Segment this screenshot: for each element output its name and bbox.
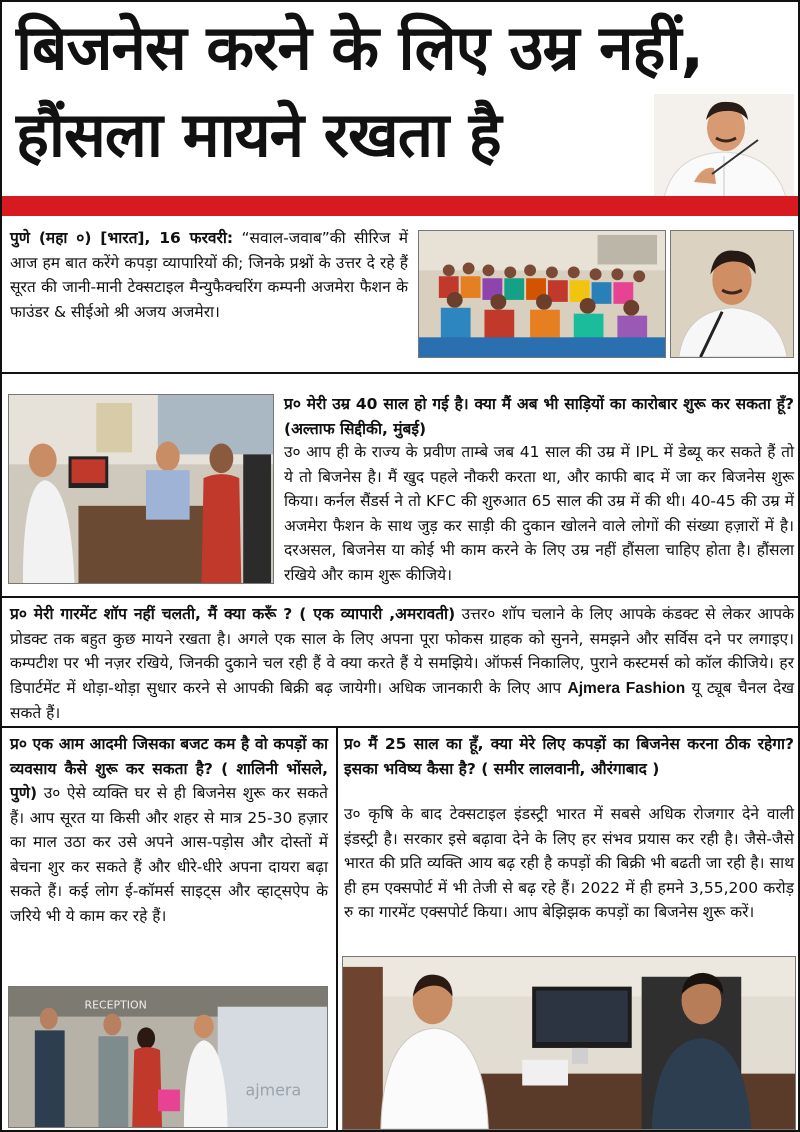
- portrait-photo: [654, 94, 794, 198]
- qa2-answer-a: उत्तर० शॉप चलाने के लिए आपके कंडक्ट से लेकर आपके प्रोडक्ट तक बहुत कुछ मायने रखता है। अगले एक साल के लिए अपना पूरा फोकस ग्राहक को सुनने, समझने और सर्विस दने पर लगाइए। कम्पटीश पर भी नज़र रखिये, जिनकी दुकाने चल रही हैं वे क्या करते हैं ये समझिये। ऑफर्स निकालिए, पुराने कस्टमर्स को कॉल कीजिये। हर डिपार्टमेंट में थोड़ा-थोड़ा सुधार करने से आपकी बिक्री बढ़ जायेगी। अधिक जानकारी के लिए आप: [10, 605, 794, 697]
- qa4-answer: [344, 802, 794, 925]
- intro-body: “सवाल-जवाब”की सीरिज में आज हम बात करेंगे कपड़ा व्यापारियों की; जिनके प्रश्नों के उत्तर दे रहे हैं सूरत की जानी-मानी टेक्सटाइल मैन्युफैक्चरिंग कम्पनी अजमेरा फैशन के फाउंडर & सीईओ श्री अजय अजमेरा।: [10, 229, 409, 321]
- red-banner-bar: [2, 196, 800, 216]
- qa4-question: प्र० मैं 25 साल का हूँ, क्या मेरे लिए कपड़ों का बिजनेस करना ठीक रहेगा? इसका भविष्य कैसा है? ( समीर लालवानी, औरंगाबाद ): [344, 735, 794, 778]
- seminar-audience-photo: [418, 230, 666, 358]
- qa3-answer: उ० ऐसे व्यक्ति घर से ही बिजनेस शुरू कर सकते हैं। आप सूरत या किसी और शहर से मात्र 25-30 हज़ार का माल उठा कर उसे अपने आस-पड़ोस और दोस्तों में बेचना शुर कर सकते हैं और धीरे-धीरे अपना दायरा बढ़ा सकते हैं। कई लोग ई-कॉमर्स साइट्स और व्हाट्सऐप के जरिये भी ये काम कर रहे हैं।: [10, 784, 328, 925]
- qa1-answer-text: उ० आप ही के राज्य के प्रवीण ताम्बे जब 41 साल की उम्र में IPL में डेब्यू कर सकते हैं तो ये तो बिजनेस है। मैं खुद पहले नौकरी करता था, और काफी बाद में जा कर बिजनेस शुरू किया। कर्नल सैंडर्स ने तो KFC की शुरुआत 65 साल की उम्र में की थी। 40-45 की उम्र में अजमेरा फैशन के साथ जुड़ कर साड़ी की दुकान खोलने वाले लोगों की संख्या हज़ारों में है। दरअसल, बिजनेस या कोई भी काम करने के लिए उम्र नहीं हौंसला चाहिए होता है। हौंसला रखिये और काम शुरू कीजिये।: [284, 443, 794, 584]
- qa1-answer: [284, 440, 794, 587]
- store-visit-photo: [8, 986, 328, 1128]
- qa1-block: [284, 392, 794, 441]
- reception-sign: RECEPTION: [84, 998, 147, 1012]
- qa3-question: प्र० एक आम आदमी जिसका बजट कम है वो कपड़ों का व्यवसाय कैसे शुरू कर सकता है? ( शालिनी भोंसले, पुणे): [10, 735, 328, 802]
- divider: [2, 726, 800, 728]
- qa4-block: [344, 732, 794, 781]
- speaker-mic-photo: [670, 230, 794, 358]
- qa1-question: प्र० मेरी उम्र 40 साल हो गई है। क्या मैं अब भी साड़ियों का कारोबार शुरू कर सकता हूँ? (अल्ताफ सिद्दीकी, मुंबई): [284, 395, 794, 438]
- headline-line-1: बिजनेस करने के लिए उम्र नहीं,: [16, 11, 704, 84]
- qa2-question: प्र० मेरी गारमेंट शॉप नहीं चलती, मैं क्या करूँ ? ( एक व्यापारी ,अमरावती): [10, 605, 456, 623]
- divider: [2, 596, 800, 598]
- qa4-answer-text: उ० कृषि के बाद टेक्सटाइल इंडस्ट्री भारत में सबसे अधिक रोजगार देने वाली इंडस्ट्री है। सरकार इसे बढ़ावा देने के लिए हर संभव प्रयास कर रही है। जैसे-जैसे भारत की प्रति व्यक्ति आय बढ़ रही है कपड़ों की बिक्री भी बढती जा रही है। साथ ही हम एक्सपोर्ट में भी तेजी से बढ़ रहे हैं। 2022 में ही हमने 3,55,200 करोड़ रु का गारमेंट एक्सपोर्ट किया। आप बेझिझक कपड़ों का बिजनेस शुरू करें।: [344, 805, 794, 921]
- qa2-answer-b: यू ट्यूब चैनल देख सकते हैं।: [10, 678, 794, 722]
- desk-discussion-photo: [342, 956, 796, 1130]
- qa2-block: [10, 602, 794, 726]
- glass-logo: ajmera: [245, 1080, 302, 1100]
- divider: [2, 372, 800, 374]
- brand-name: Ajmera Fashion: [567, 679, 686, 697]
- qa3-block: [10, 732, 328, 928]
- intro-paragraph: [10, 226, 408, 324]
- dateline: पुणे (महा ०) [भारत], 16 फरवरी:: [10, 229, 234, 247]
- office-meeting-photo: [8, 394, 274, 584]
- headline-line-2: हौंसला मायने रखता है: [16, 98, 501, 171]
- column-divider: [336, 726, 338, 1132]
- headline: [16, 6, 704, 180]
